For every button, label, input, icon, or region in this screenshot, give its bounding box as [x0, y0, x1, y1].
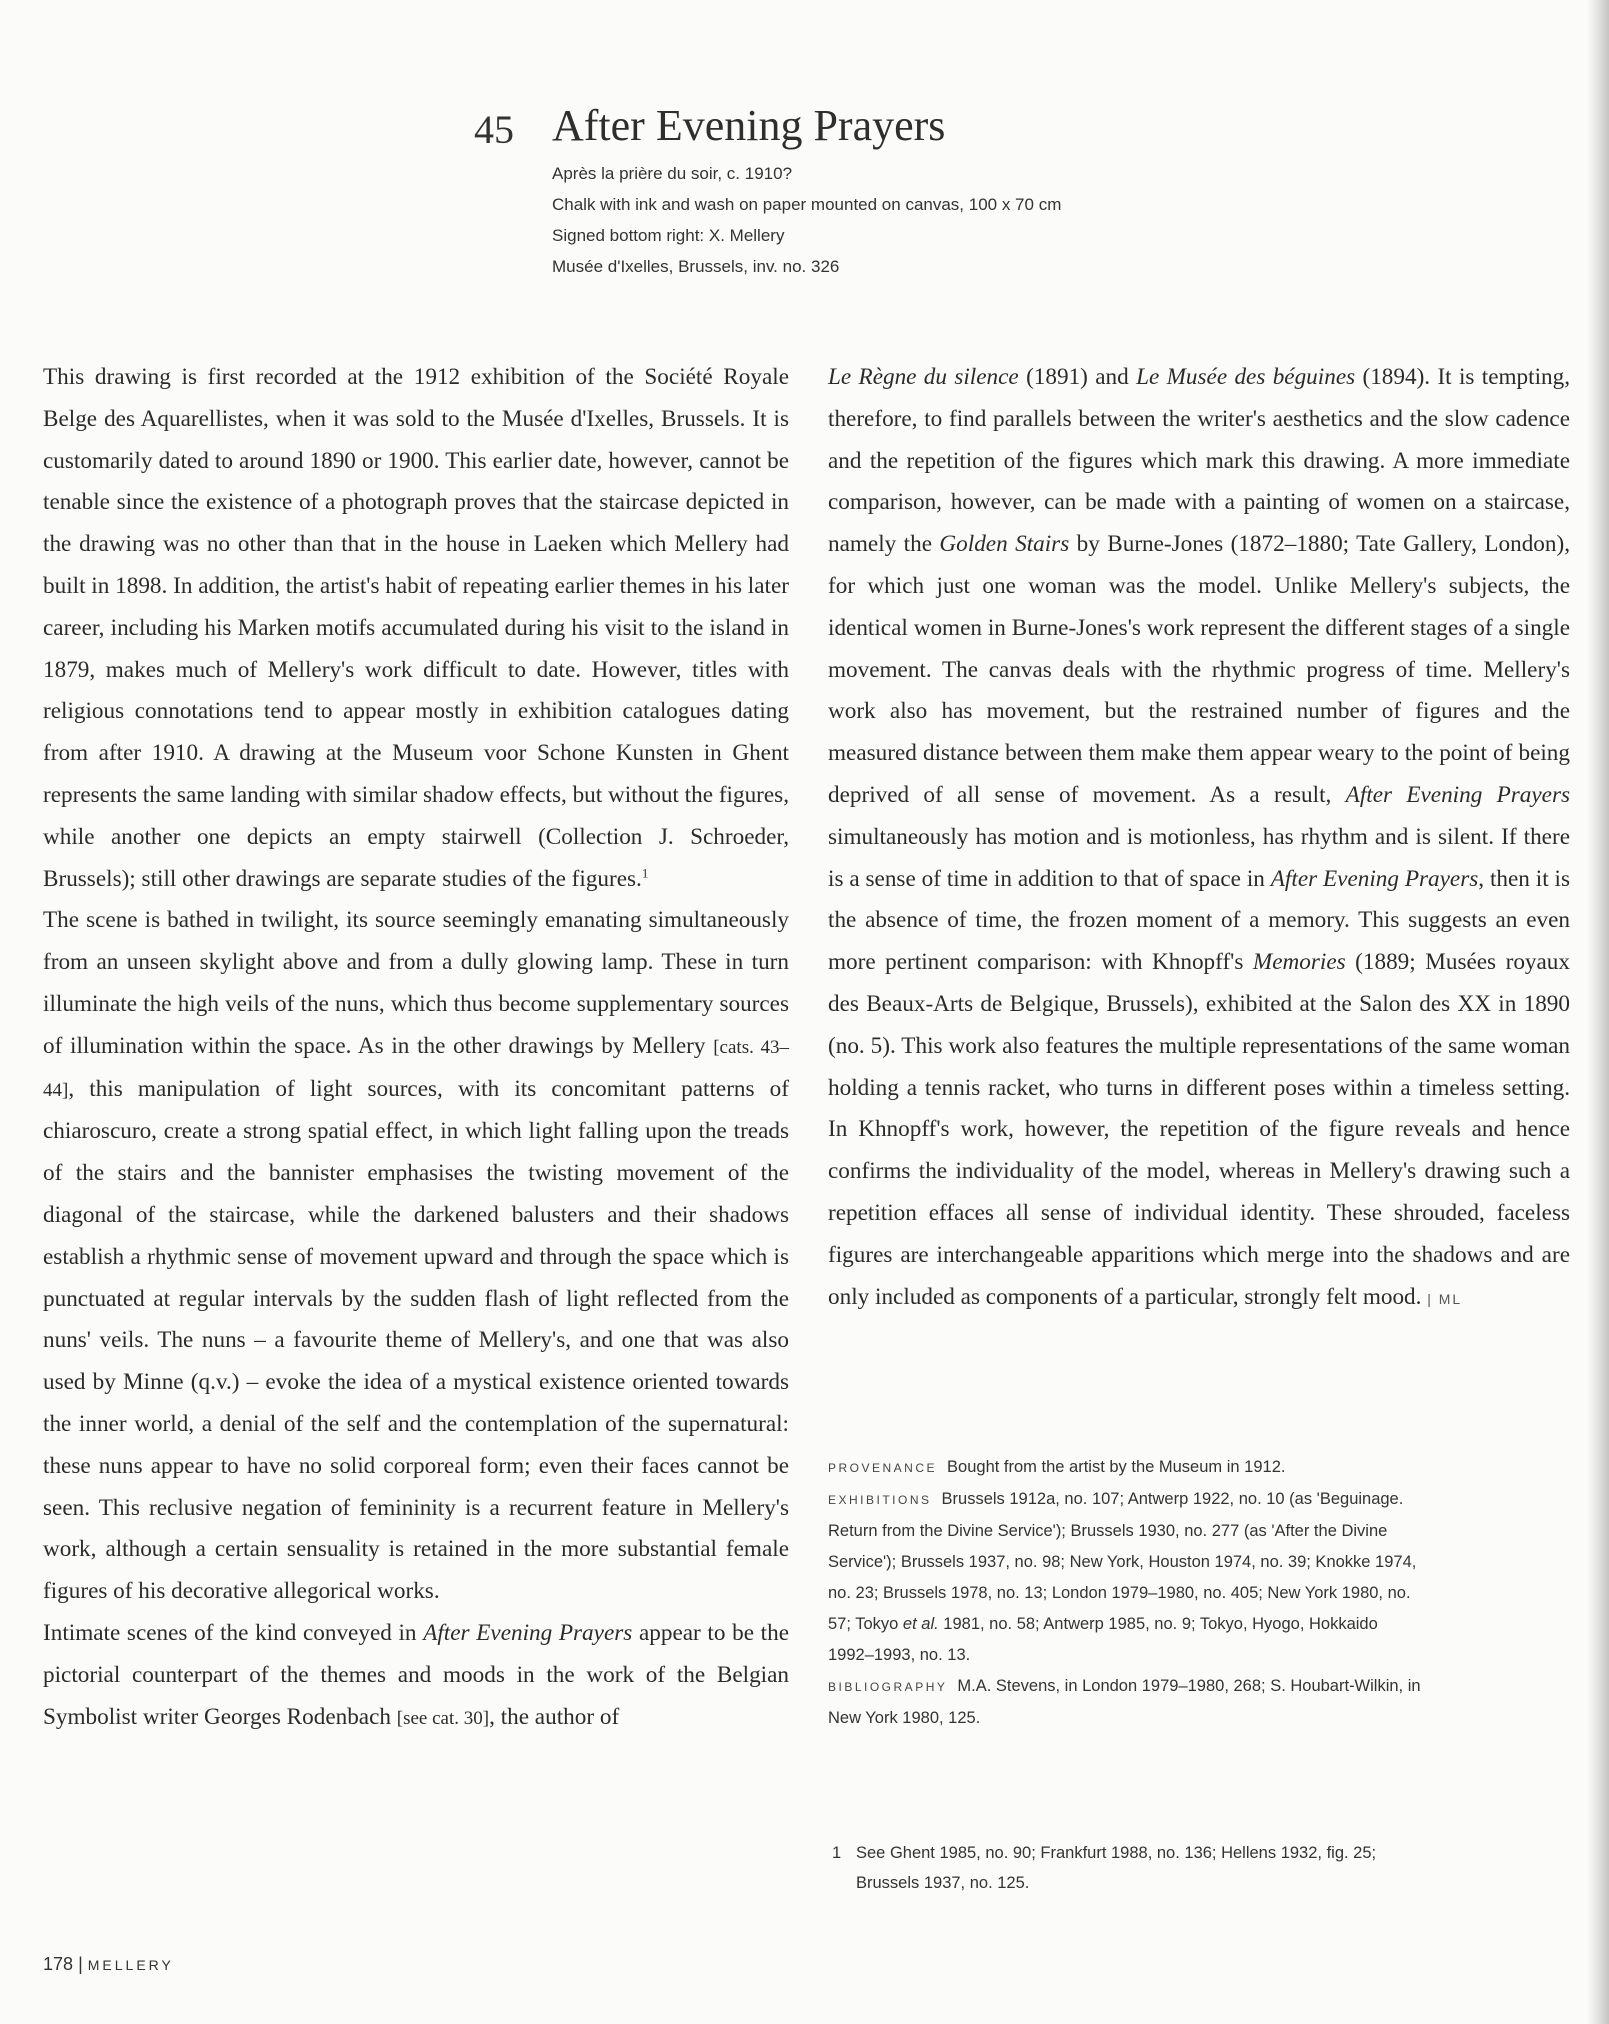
work-title: Le Musée des béguines	[1136, 364, 1356, 390]
bibliography: BIBLIOGRAPHY M.A. Stevens, in London 1979–1980, 268; S. Houbart-Wilkin, in New York 1980, 125.	[828, 1677, 1421, 1727]
footnote-ref: 1	[641, 864, 649, 880]
folio-separator: |	[78, 1954, 83, 1974]
left-column	[43, 357, 789, 1739]
paragraph-3: Intimate scenes of the kind conveyed in After Evening Prayers appear to be the pictorial counterpart of the themes and moods in the work of the Belgian Symbolist writer Georges Rodenbach [see cat. 30], the author of	[43, 1619, 790, 1730]
exhibitions-label: EXHIBITIONS	[828, 1493, 932, 1507]
work-title: Memories	[1252, 949, 1346, 976]
page-edge-shadow	[1587, 0, 1609, 2024]
work-title: After Evening Prayers	[423, 1619, 633, 1646]
entry-metadata	[552, 158, 1061, 282]
work-title: Le Règne du silence	[828, 364, 1019, 390]
collection-note: Musée d'Ixelles, Brussels, inv. no. 326	[552, 257, 840, 276]
author-initials: | ML	[1427, 1290, 1463, 1307]
running-head: MELLERY	[87, 1957, 174, 1973]
paragraph-3-continued: Le Règne du silence (1891) and Le Musée des béguines (1894). It is tempting, therefore, to find parallels between the writer's aesthetics and the slow cadence and the repetition of the figures which mark this drawing. A more immediate comparison, however, can be made with a painting of women on a staircase, namely the Golden Stairs by Burne-Jones (1872–1880; Tate Gallery, London), for which just one woman was the model. Unlike Mellery's subjects, the identical women in Burne-Jones's work represent the different stages of a single movement. The canvas deals with the rhythmic progress of time. Mellery's work also has movement, but the restrained number of figures and the measured distance between them make them appear weary to the point of being deprived of all sense of movement. As a result, After Evening Prayers simultaneously has motion and is motionless, has rhythm and is silent. If there is a sense of time in addition to that of space in After Evening Prayers, then it is the absence of time, the frozen moment of a memory. This suggests an even more pertinent comparison: with Khnopff's Memories (1889; Musées royaux des Beaux-Arts de Belgique, Brussels), exhibited at the Salon des XX in 1890 (no. 5). This work also features the multiple representations of the same woman holding a tennis racket, who turns in different poses within a timeless setting. In Khnopff's work, however, the repetition of the figure reveals and hence confirms the individuality of the model, whereas in Mellery's drawing such a repetition effaces all sense of individual identity. These shrouded, faceless figures are interchangeable apparitions which merge into the shadows and are only included as components of a particular, strongly felt mood. | ML	[828, 364, 1571, 1310]
french-title-date: Après la prière du soir, c. 1910?	[552, 164, 793, 183]
exhibitions: EXHIBITIONS Brussels 1912a, no. 107; Antwerp 1922, no. 10 (as 'Beguinage. Return from the Divine Service'); Brussels 1930, no. 277 (as 'After the Divine Service'); Brussels 1937, no. 98; New York, Houston 1974, no. 39; Knokke 1974, no. 23; Brussels 1978, no. 13; London 1979–1980, no. 405; New York 1980, no. 57; Tokyo et al. 1981, no. 58; Antwerp 1985, no. 9; Tokyo, Hyogo, Hokkaido 1992–1993, no. 13.	[828, 1490, 1417, 1664]
right-column	[828, 357, 1570, 1320]
page-number: 178	[43, 1954, 74, 1974]
catalogue-number: 45	[474, 107, 514, 152]
footnote	[832, 1838, 1432, 1898]
provenance-block	[828, 1452, 1428, 1734]
paragraph-2: The scene is bathed in twilight, its source seemingly emanating simultaneously from an unseen skylight above and from a dully glowing lamp. These in turn illuminate the high veils of the nuns, which thus become supplementary sources of illumination within the space. As in the other drawings by Mellery [cats. 43–44], this manipulation of light sources, with its concomitant patterns of chiaroscuro, create a strong spatial effect, in which light falling upon the treads of the stairs and the bannister emphasises the twisting movement of the diagonal of the staircase, while the darkened balusters and their shadows establish a rhythmic sense of movement upward and through the space which is punctuated at regular intervals by the sudden flash of light reflected from the nuns' veils. The nuns – a favourite theme of Mellery's, and one that was also used by Minne (q.v.) – evoke the idea of a mystical existence oriented towards the inner world, a denial of the self and the contemplation of the supernatural: these nuns appear to have no solid corporeal form; even their faces cannot be seen. This reclusive negation of femininity is a recurrent feature in Mellery's work, although a certain sensuality is retained in the more substantial female figures of his decorative allegorical works.	[43, 907, 790, 1605]
bibliography-label: BIBLIOGRAPHY	[828, 1680, 948, 1694]
cross-reference: [see cat. 30]	[396, 1707, 490, 1729]
entry-title: After Evening Prayers	[552, 101, 946, 150]
footnote-number: 1	[832, 1844, 842, 1862]
medium-dimensions: Chalk with ink and wash on paper mounted on canvas, 100 x 70 cm	[552, 195, 1062, 214]
work-title: Golden Stairs	[939, 531, 1070, 558]
paragraph-1: This drawing is first recorded at the 1912 exhibition of the Société Royale Belge des Aquarellistes, when it was sold to the Musée d'Ixelles, Brussels. It is customarily dated to around 1890 or 1900. This earlier date, however, cannot be tenable since the existence of a photograph proves that the staircase depicted in the drawing was no other than that in the house in Laeken which Mellery had built in 1898. In addition, the artist's habit of repeating earlier themes in his later career, including his Marken motifs accumulated during his visit to the island in 1879, makes much of Mellery's work difficult to date. However, titles with religious connotations tend to appear mostly in exhibition catalogues dating from after 1910. A drawing at the Museum voor Schone Kunsten in Ghent represents the same landing with similar shadow effects, but without the figures, while another one depicts an empty stairwell (Collection J. Schroeder, Brussels); still other drawings are separate studies of the figures.$^1$	[43, 364, 789, 892]
provenance: PROVENANCE Bought from the artist by the Museum in 1912.	[828, 1458, 1286, 1476]
page-footer	[43, 1954, 174, 1975]
footnote-text: See Ghent 1985, no. 90; Frankfurt 1988, no. 136; Hellens 1932, fig. 25; Brussels 1937, no. 125.	[856, 1844, 1377, 1892]
cross-reference: [cats. 43–44]	[43, 1036, 790, 1101]
work-title: After Evening Prayers	[1270, 865, 1479, 892]
work-title: After Evening Prayers	[1345, 781, 1571, 808]
signature-note: Signed bottom right: X. Mellery	[552, 226, 785, 245]
provenance-label: PROVENANCE	[828, 1461, 938, 1475]
